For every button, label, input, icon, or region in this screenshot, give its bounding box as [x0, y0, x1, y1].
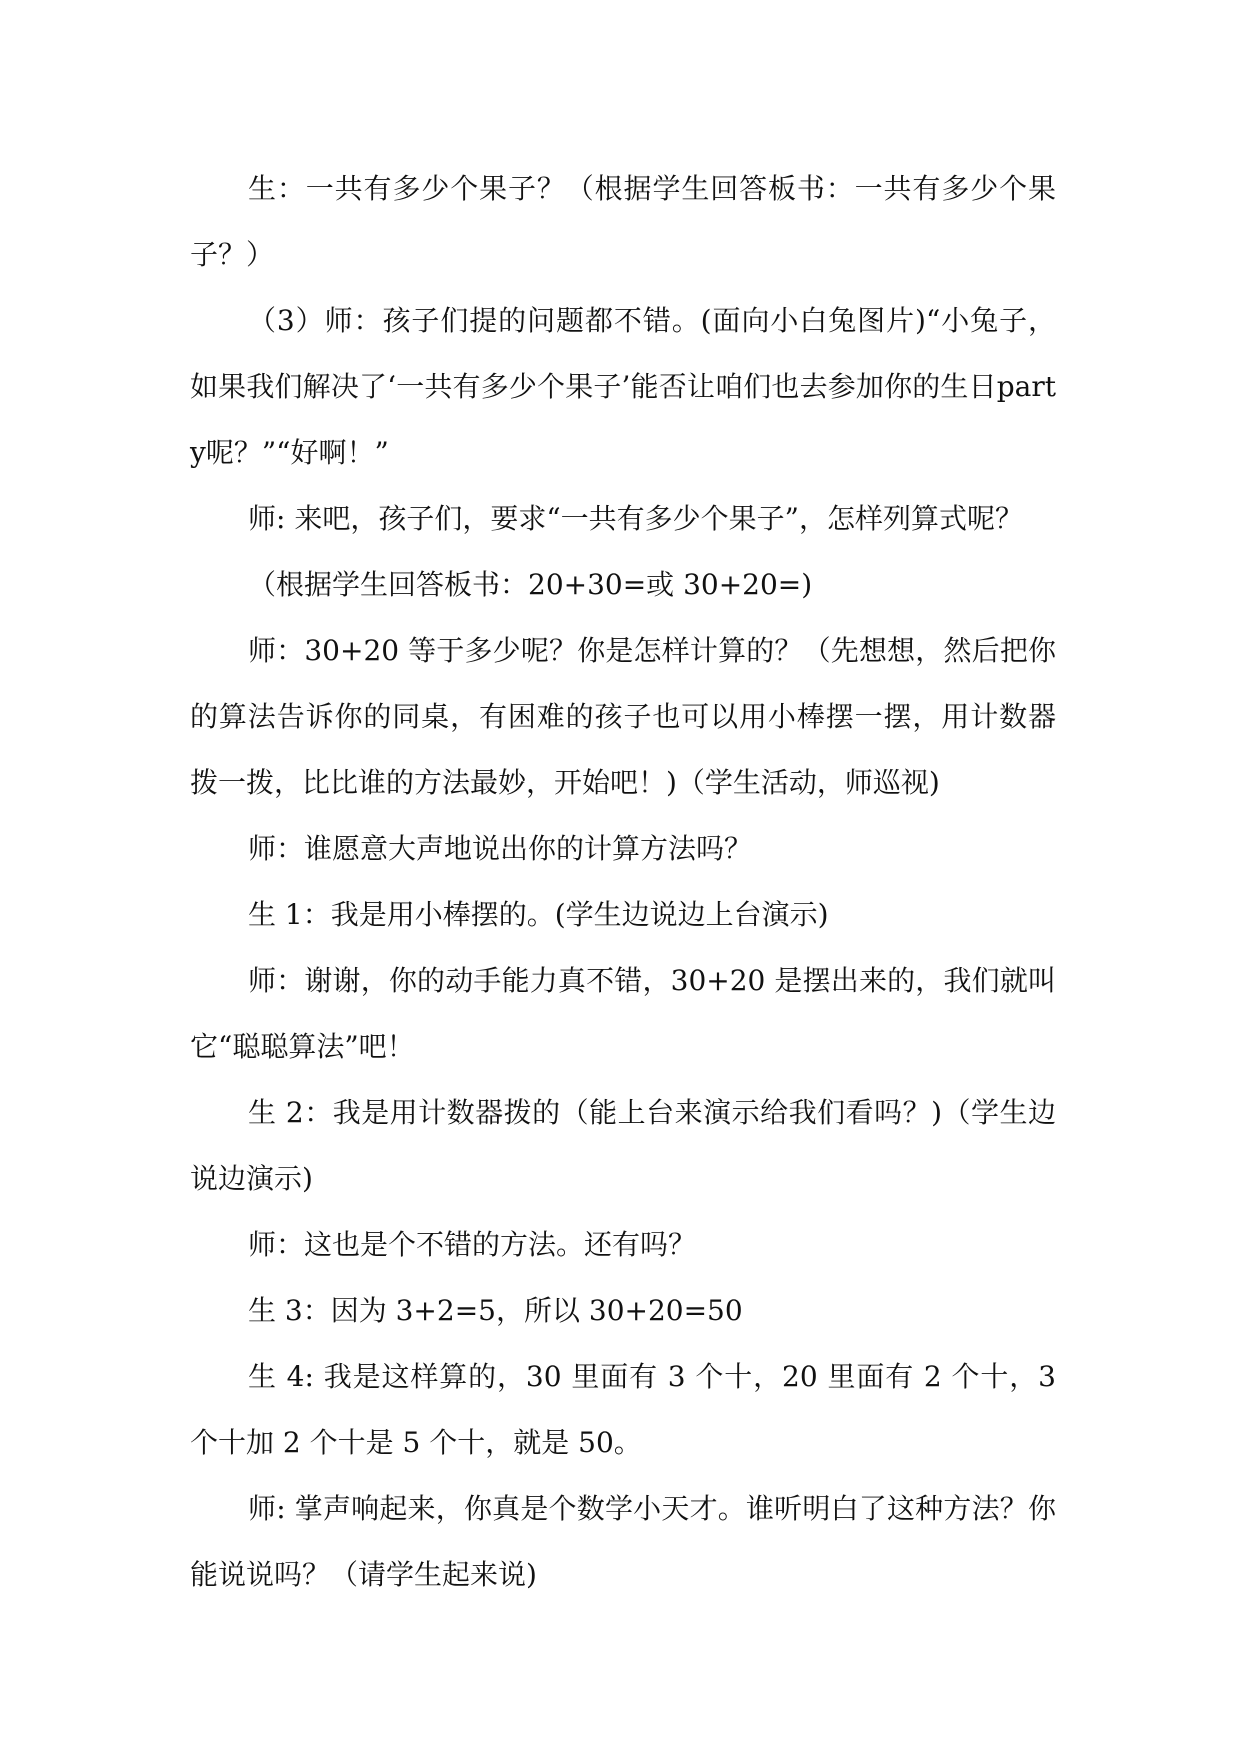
paragraph-student-1: 生 1：我是用小棒摆的。(学生边说边上台演示) — [248, 898, 829, 931]
paragraph-teacher-equation: 师: 来吧，孩子们，要求“一共有多少个果子”，怎样列算式呢？ — [248, 502, 1023, 535]
paragraph-teacher-praise: 师：谢谢，你的动手能力真不错，30+20 是摆出来的，我们就叫它“聪聪算法”吧！ — [190, 964, 1056, 1063]
paragraph-student-4: 生 4: 我是这样算的，30 里面有 3 个十，20 里面有 2 个十，3 个十加 2 个十是 5 个十，就是 50。 — [190, 1360, 1056, 1459]
paragraph-teacher-applause: 师: 掌声响起来，你真是个数学小天才。谁听明白了这种方法？你能说说吗？（请学生起来说) — [190, 1492, 1056, 1591]
paragraph-teacher-another: 师：这也是个不错的方法。还有吗？ — [248, 1228, 697, 1261]
paragraph-student-2: 生 2：我是用计数器拨的（能上台来演示给我们看吗？)（学生边说边演示) — [190, 1096, 1056, 1195]
paragraph-teacher-how-calc: 师：30+20 等于多少呢？你是怎样计算的？（先想想，然后把你的算法告诉你的同桌，有困难的孩子也可以用小棒摆一摆，用计数器拨一拨，比比谁的方法最妙，开始吧！)（学生活动，师巡视) — [190, 634, 1056, 799]
paragraph-board-note: （根据学生回答板书：20+30=或 30+20=) — [248, 568, 813, 601]
paragraph-student-question: 生：一共有多少个果子？（根据学生回答板书：一共有多少个果子？） — [190, 172, 1056, 271]
document-body — [190, 156, 1056, 1608]
paragraph-teacher-rabbit: （3）师：孩子们提的问题都不错。(面向小白兔图片)“小兔子，如果我们解决了‘一共有多少个果子’能否让咱们也去参加你的生日party呢？”“好啊！” — [190, 304, 1056, 469]
paragraph-student-3: 生 3：因为 3+2=5，所以 30+20=50 — [248, 1294, 743, 1327]
paragraph-teacher-ask: 师：谁愿意大声地说出你的计算方法吗？ — [248, 832, 753, 865]
